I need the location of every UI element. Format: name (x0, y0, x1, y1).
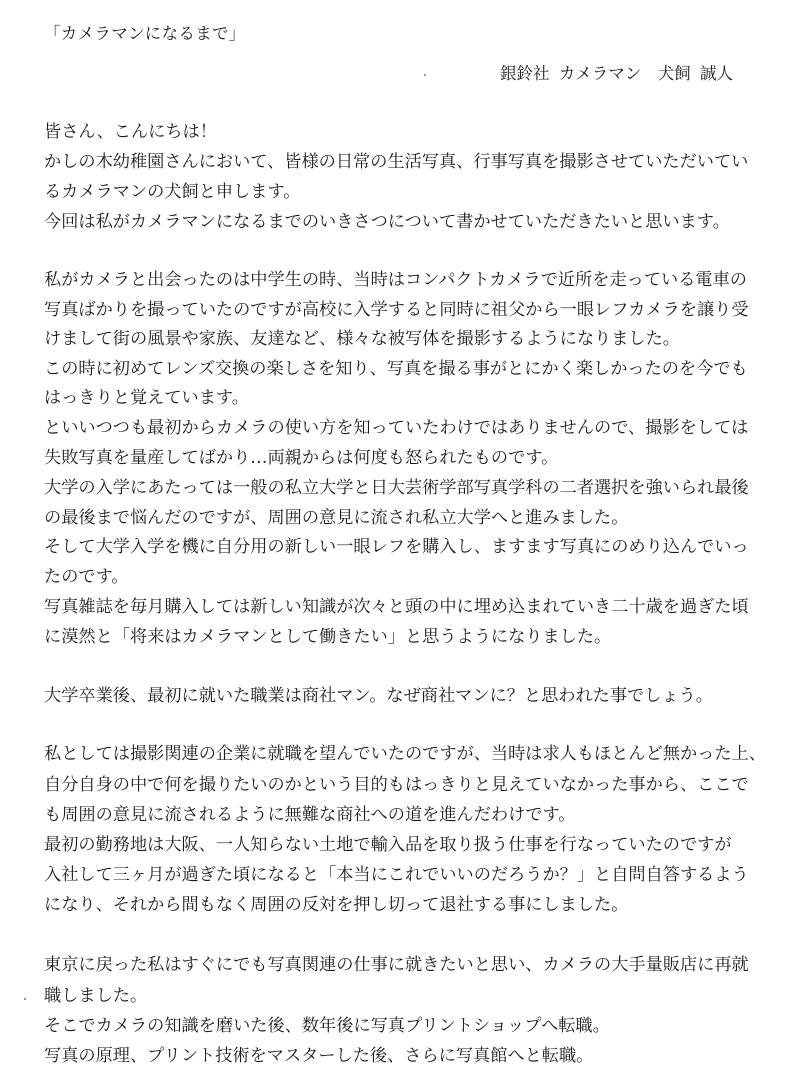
body-line: この時に初めてレンズ交換の楽しさを知り、写真を撮る事がとにかく楽しかったのを今でも (44, 359, 748, 379)
body-line: はっきりと覚えています。 (44, 388, 249, 408)
body-line: の最後まで悩んだのですが、周囲の意見に流され私立大学へと進みました。 (44, 508, 629, 528)
body-line: に漠然と「将来はカメラマンとして働きたい」と思うようになりました。 (44, 627, 612, 647)
body-line: になり、それから間もなく周囲の反対を押し切って退社する事にしました。 (44, 895, 629, 915)
body-line: 自分自身の中で何を撮りたいのかという目的もはっきりと見えていなかった事から、ここで (44, 775, 749, 795)
document-title: 「カメラマンになるまで」 (44, 24, 246, 43)
body-line: 皆さん、こんにちは！ (44, 122, 217, 142)
body-line: 東京に戻った私はすぐにでも写真関連の仕事に就きたいと思い、カメラの大手量販店に再就 (44, 955, 749, 975)
body-line: かしの木幼稚園さんにおいて、皆様の日常の生活写真、行事写真を撮影させていただいてい (44, 152, 749, 172)
body-line: も周囲の意見に流されるように無難な商社への道を進んだわけです。 (44, 805, 576, 825)
body-line: 職しました。 (44, 986, 148, 1006)
body-line: 写真ばかりを撮っていたのですが高校に入学すると同時に祖父から一眼レフカメラを譲り受 (44, 300, 749, 320)
body-line: 私としては撮影関連の企業に就職を望んでいたのですが、当時は求人もほとんど無かった上、 (44, 744, 766, 764)
body-line: 大学の入学にあたっては一般の私立大学と日大芸術学部写真学科の二者選択を強いられ最後 (44, 478, 749, 498)
body-line: 最初の勤務地は大阪、一人知らない土地で輸入品を取り扱う仕事を行なっていたのですが (44, 835, 732, 855)
body-line: そして大学入学を機に自分用の新しい一眼レフを購入し、ますます写真にのめり込んでいっ (44, 537, 749, 557)
body-line: るカメラマンの犬飼と申します。 (44, 182, 301, 202)
body-line: 失敗写真を量産してばかり…両親からは何度も怒られたものです。 (44, 448, 559, 468)
body-line: 写真の原理、プリント技術をマスターした後、さらに写真館へと転職。 (44, 1046, 594, 1066)
author-line: 銀鈴社 カメラマン 犬飼 誠人 (500, 64, 733, 83)
body-line: 私がカメラと出会ったのは中学生の時、当時はコンパクトカメラで近所を走っている電車の (44, 270, 747, 290)
body-line: といいつつも最初からカメラの使い方を知っていたわけではありませんので、撮影をしては (44, 418, 749, 438)
scan-speck (24, 998, 26, 1000)
scan-speck (424, 74, 426, 76)
body-line: たのです。 (44, 567, 129, 587)
body-line: けまして街の風景や家族、友達など、様々な被写体を撮影するようになりました。 (44, 329, 680, 349)
body-line: 入社して三ヶ月が過ぎた頃になると「本当にこれでいいのだろうか？」と自問自答するよう (44, 865, 749, 885)
body-line: 写真雑誌を毎月購入しては新しい知識が次々と頭の中に埋め込まれていき二十歳を過ぎた頃 (44, 597, 749, 617)
body-line: そこでカメラの知識を磨いた後、数年後に写真プリントショップへ転職。 (44, 1016, 610, 1036)
body-line: 今回は私がカメラマンになるまでのいきさつについて書かせていただきたいと思います。 (44, 212, 730, 232)
body-line: 大学卒業後、最初に就いた職業は商社マン。なぜ商社マンに？と思われた事でしょう。 (44, 686, 713, 706)
